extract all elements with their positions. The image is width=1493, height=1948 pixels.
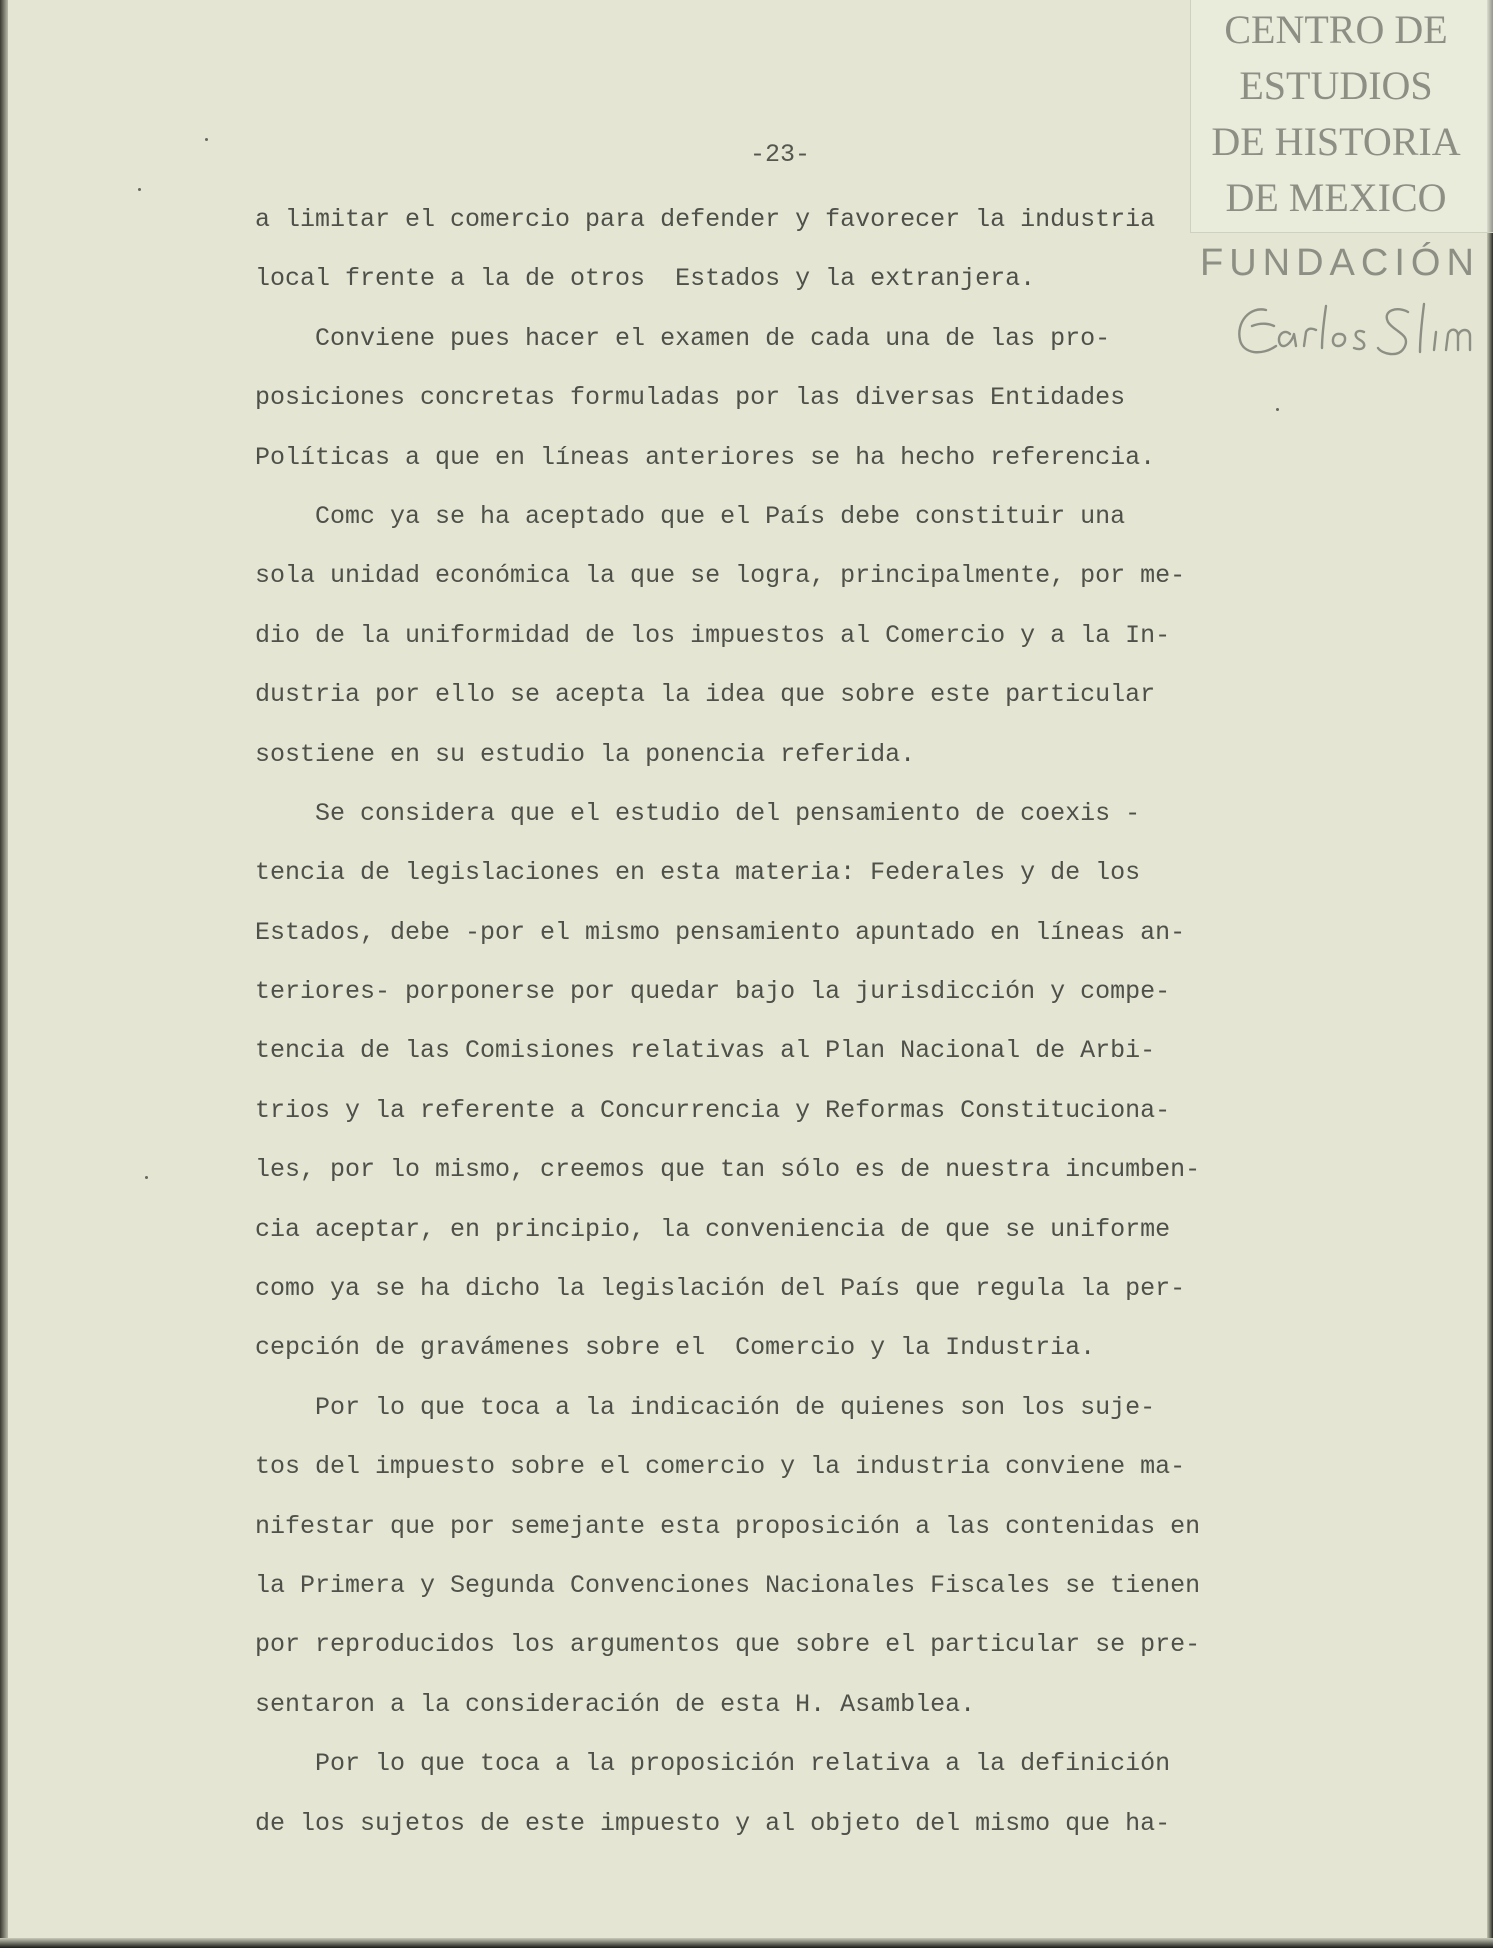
text-line: tencia de legislaciones en esta materia: Federales y de los bbox=[255, 858, 1141, 888]
scan-edge-bottom bbox=[0, 1938, 1493, 1948]
text-line: teriores- porponerse por quedar bajo la jurisdicción y compe- bbox=[255, 977, 1171, 1007]
text-line: posiciones concretas formuladas por las diversas Entidades bbox=[255, 383, 1126, 413]
text-line: tos del impuesto sobre el comercio y la industria conviene ma- bbox=[255, 1452, 1186, 1482]
text-line: Por lo que toca a la proposición relativa a la definición bbox=[255, 1749, 1171, 1779]
text-line: cepción de gravámenes sobre el Comercio y la Industria. bbox=[255, 1333, 1096, 1363]
text-line: a limitar el comercio para defender y favorecer la industria bbox=[255, 205, 1156, 234]
text-line: sentaron a la consideración de esta H. Asamblea. bbox=[255, 1689, 976, 1719]
text-line: sostiene en su estudio la ponencia referida. bbox=[255, 739, 916, 769]
document-body bbox=[255, 190, 1380, 1853]
text-line: cia aceptar, en principio, la conveniencia de que se uniforme bbox=[255, 1214, 1171, 1244]
scan-speck bbox=[145, 1176, 148, 1179]
text-line: Estados, debe -por el mismo pensamiento apuntado en líneas an- bbox=[255, 917, 1186, 947]
text-line: Por lo que toca a la indicación de quienes son los suje- bbox=[255, 1392, 1156, 1422]
text-line: local frente a la de otros Estados y la extranjera. bbox=[255, 264, 1036, 294]
text-line: Comc ya se ha aceptado que el País debe constituir una bbox=[255, 501, 1126, 531]
archive-watermark bbox=[1190, 0, 1493, 233]
text-line: dustria por ello se acepta la idea que sobre este particular bbox=[255, 680, 1156, 710]
watermark-line: CENTRO DE bbox=[1224, 7, 1448, 52]
watermark-line: ESTUDIOS bbox=[1239, 63, 1433, 108]
page-number: -23- bbox=[750, 140, 811, 169]
text-line: les, por lo mismo, creemos que tan sólo es de nuestra incumben- bbox=[255, 1155, 1201, 1185]
text-line: dio de la uniformidad de los impuestos al Comercio y a la In- bbox=[255, 620, 1171, 650]
watermark-fundacion: FUNDACIÓN bbox=[1200, 242, 1480, 284]
watermark-line: DE MEXICO bbox=[1225, 175, 1447, 220]
watermark-line: DE HISTORIA bbox=[1211, 119, 1461, 164]
text-line: trios y la referente a Concurrencia y Reformas Constituciona- bbox=[255, 1095, 1171, 1125]
signature-logo bbox=[1232, 296, 1488, 368]
scan-speck bbox=[205, 138, 208, 141]
text-line: sola unidad económica la que se logra, principalmente, por me- bbox=[255, 561, 1186, 591]
text-line: Conviene pues hacer el examen de cada una de las pro- bbox=[255, 323, 1111, 353]
text-line: Políticas a que en líneas anteriores se ha hecho referencia. bbox=[255, 442, 1156, 472]
scan-speck bbox=[138, 188, 141, 191]
text-line: nifestar que por semejante esta proposición a las contenidas en bbox=[255, 1511, 1201, 1541]
text-line: como ya se ha dicho la legislación del País que regula la per- bbox=[255, 1274, 1186, 1304]
text-line: de los sujetos de este impuesto y al objeto del mismo que ha- bbox=[255, 1808, 1171, 1838]
text-line: la Primera y Segunda Convenciones Nacionales Fiscales se tienen bbox=[255, 1570, 1201, 1600]
scan-edge-left bbox=[0, 0, 8, 1948]
text-line: tencia de las Comisiones relativas al Plan Nacional de Arbi- bbox=[255, 1036, 1156, 1066]
text-line: por reproducidos los argumentos que sobre el particular se pre- bbox=[255, 1630, 1201, 1660]
text-line: Se considera que el estudio del pensamiento de coexis - bbox=[255, 798, 1141, 828]
scan-edge-right bbox=[1487, 0, 1493, 1948]
